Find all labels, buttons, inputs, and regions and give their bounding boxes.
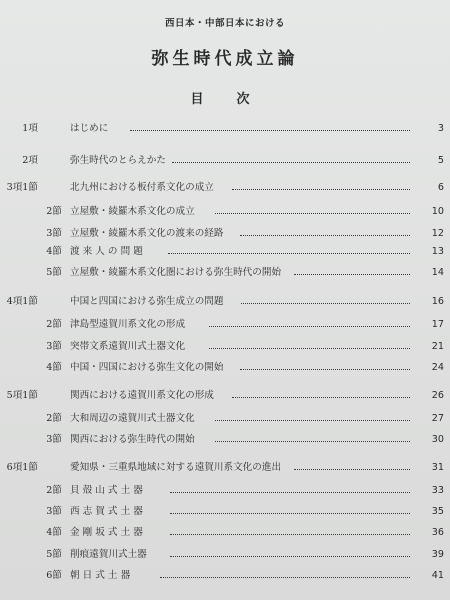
toc-entry-number: 3節 (46, 341, 62, 352)
dot-leader (170, 556, 410, 557)
book-title: 弥生時代成立論 (151, 49, 299, 69)
dot-leader (215, 213, 410, 214)
dot-leader (209, 326, 410, 327)
toc-entry-page: 27 (431, 413, 444, 424)
toc-entry-number: 3節 (46, 434, 62, 445)
toc-entry-page: 35 (431, 506, 444, 517)
toc-entry-title: 削痕遠賀川式土器 (70, 549, 147, 560)
toc-entry-page: 36 (431, 527, 444, 538)
toc-entry-page: 21 (431, 341, 444, 352)
toc-entry (0, 548, 450, 562)
toc-entry-page: 16 (431, 296, 444, 307)
dot-leader (209, 348, 410, 349)
toc-entry (0, 340, 450, 354)
toc-entry-page: 31 (431, 462, 444, 473)
toc-entry-number: 1項 (22, 123, 38, 134)
toc-entry-number: 2節 (46, 206, 62, 217)
dot-leader (215, 420, 410, 421)
toc-entry-number: 2節 (46, 413, 62, 424)
toc-entry-number: 5節 (46, 549, 62, 560)
dot-leader (170, 513, 410, 514)
toc-entry (0, 227, 450, 241)
toc-entry (0, 181, 450, 195)
toc-entry-page: 13 (431, 246, 444, 257)
toc-entry (0, 505, 450, 519)
toc-entry-page: 5 (437, 155, 444, 166)
dot-leader (215, 441, 410, 442)
toc-entry-title: 北九州における板付系文化の成立 (70, 182, 214, 193)
toc-entry-title: 西 志 賀 式 土 器 (70, 506, 143, 517)
dot-leader (130, 130, 410, 131)
toc-entry-page: 24 (431, 362, 444, 373)
toc-entry-title: 中国と四国における弥生成立の問題 (70, 296, 224, 307)
toc-entry (0, 569, 450, 583)
dot-leader (232, 397, 410, 398)
toc-entry-page: 6 (437, 182, 444, 193)
toc-entry (0, 245, 450, 259)
dot-leader (294, 274, 410, 275)
toc-entry (0, 412, 450, 426)
dot-leader (170, 492, 410, 493)
dot-leader (172, 162, 410, 163)
dot-leader (241, 303, 410, 304)
toc-entry-page: 30 (431, 434, 444, 445)
toc-entry (0, 461, 450, 475)
toc-entry (0, 295, 450, 309)
toc-entry-number: 5節 (46, 267, 62, 278)
toc-entry (0, 318, 450, 332)
toc-entry-number: 4項1節 (6, 296, 38, 307)
toc-entry-page: 17 (431, 319, 444, 330)
toc-entry (0, 389, 450, 403)
toc-entry-title: 関西における弥生時代の開始 (70, 434, 195, 445)
toc-entry-number: 6節 (46, 570, 62, 581)
dot-leader (294, 469, 410, 470)
toc-entry-number: 4節 (46, 527, 62, 538)
toc-entry-title: 大和周辺の遠賀川式土器文化 (70, 413, 195, 424)
toc-entry (0, 361, 450, 375)
toc-entry-page: 33 (431, 485, 444, 496)
toc-entry-number: 2節 (46, 319, 62, 330)
toc-entry-title: 弥生時代のとらえかた (70, 155, 166, 166)
dot-leader (170, 534, 410, 535)
toc-entry-page: 14 (431, 267, 444, 278)
toc-entry-number: 2項 (22, 155, 38, 166)
toc-entry-number: 3節 (46, 506, 62, 517)
toc-entry-number: 3節 (46, 228, 62, 239)
dot-leader (240, 235, 410, 236)
toc-entry-page: 41 (431, 570, 444, 581)
toc-entry-title: 渡 来 人 の 問 題 (70, 246, 143, 257)
toc-entry-title: 愛知県・三重県地域に対する遠賀川系文化の進出 (70, 462, 282, 473)
toc-entry (0, 122, 450, 136)
toc-entry-number: 4節 (46, 246, 62, 257)
toc-entry (0, 205, 450, 219)
toc-entry-title: 立屋敷・綾羅木系文化の成立 (70, 206, 195, 217)
dot-leader (232, 189, 410, 190)
dot-leader (240, 369, 410, 370)
contents-heading: 目 次 (190, 92, 260, 107)
toc-entry-title: 中国・四国における弥生文化の開始 (70, 362, 224, 373)
toc-entry-page: 26 (431, 390, 444, 401)
dot-leader (168, 253, 410, 254)
toc-entry-number: 3項1節 (6, 182, 38, 193)
toc-entry-number: 5項1節 (6, 390, 38, 401)
book-subtitle: 西日本・中部日本における (164, 18, 285, 29)
toc-entry-title: 貝 殻 山 式 土 器 (70, 485, 143, 496)
dot-leader (160, 577, 410, 578)
toc-entry-number: 4節 (46, 362, 62, 373)
toc-entry-page: 39 (431, 549, 444, 560)
toc-entry-title: 立屋敷・綾羅木系文化の渡来の経路 (70, 228, 224, 239)
toc-entry-title: 朝 日 式 土 器 (70, 570, 131, 581)
toc-entry-title: 関西における遠賀川系文化の形成 (70, 390, 214, 401)
toc-entry-title: 立屋敷・綾羅木系文化圏における弥生時代の開始 (70, 267, 282, 278)
toc-entry (0, 266, 450, 280)
toc-entry (0, 526, 450, 540)
toc-entry-page: 10 (431, 206, 444, 217)
toc-entry-page: 12 (431, 228, 444, 239)
toc-entry-title: 津島型遠賀川系文化の形成 (70, 319, 186, 330)
toc-entry (0, 433, 450, 447)
toc-entry (0, 154, 450, 168)
toc-entry-title: はじめに (70, 123, 109, 134)
toc-entry-number: 2節 (46, 485, 62, 496)
toc-entry (0, 484, 450, 498)
toc-entry-number: 6項1節 (6, 462, 38, 473)
toc-entry-page: 3 (437, 123, 444, 134)
toc-entry-title: 金 剛 坂 式 土 器 (70, 527, 143, 538)
toc-entry-title: 突帯文系遠賀川式土器文化 (70, 341, 186, 352)
